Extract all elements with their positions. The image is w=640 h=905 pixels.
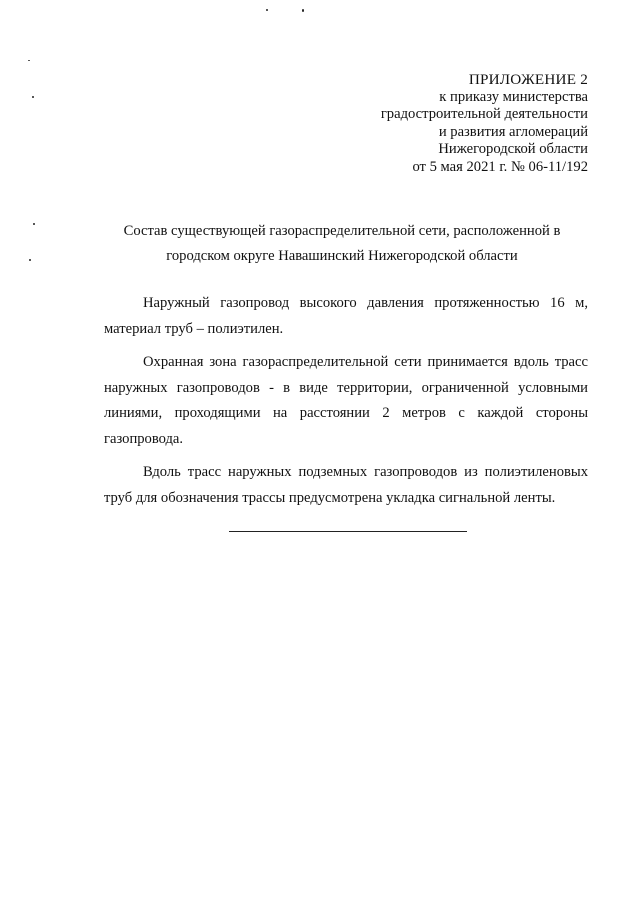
scan-speck [266, 9, 268, 11]
closing-divider [229, 531, 467, 532]
appendix-line: к приказу министерства [439, 88, 588, 105]
document-title [0, 219, 640, 269]
appendix-line: Нижегородской области [438, 141, 588, 158]
paragraph-protection-zone: Охранная зона газораспределительной сети принимается вдоль трасс наружных газопроводов - в виде территории, ограниченной условными линиями, проходящими на расстоянии 2 метров с каждой стороны газопровода. [104, 354, 588, 447]
appendix-line: и развития агломераций [438, 123, 588, 140]
appendix-block [381, 71, 588, 177]
paragraph-pipeline: Наружный газопровод высокого давления протяженностью 16 м, материал труб – полиэтилен. [104, 295, 588, 337]
appendix-heading: ПРИЛОЖЕНИЕ 2 [468, 71, 588, 88]
appendix-order-date: от 5 мая 2021 г. № 06-11/192 [412, 158, 588, 175]
title-line-2: городском округе Навашинский Нижегородской области [166, 248, 518, 264]
document-body [104, 291, 588, 511]
scan-speck [302, 9, 304, 12]
title-line-1: Состав существующей газораспределительной сети, расположенной в [123, 223, 561, 239]
scan-speck [33, 223, 35, 225]
scan-speck [29, 259, 31, 261]
paragraph-signal-tape: Вдоль трасс наружных подземных газопроводов из полиэтиленовых труб для обозначения трассы предусмотрена укладка сигнальной ленты. [104, 464, 588, 506]
appendix-line: градостроительной деятельности [380, 106, 588, 123]
scan-speck [32, 96, 34, 98]
scan-speck [28, 60, 30, 61]
